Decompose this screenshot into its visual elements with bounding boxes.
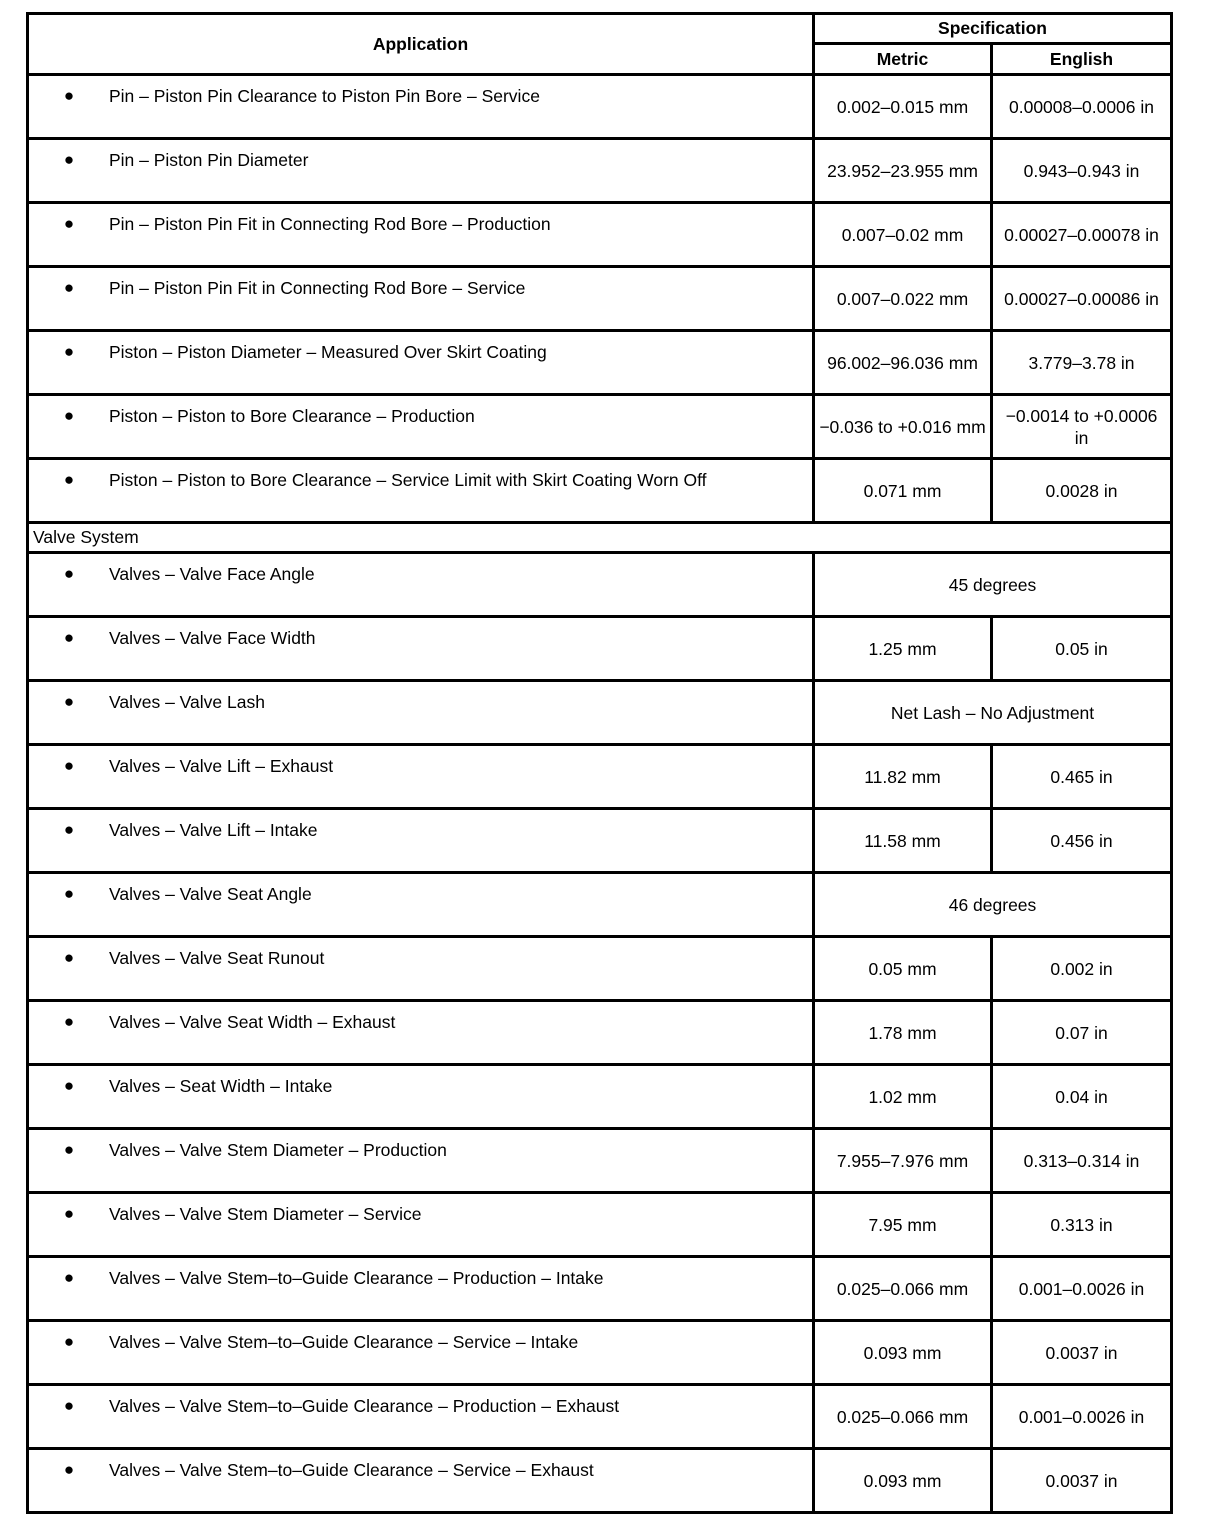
- english-header: English: [992, 44, 1172, 75]
- bullet-icon: ●: [63, 86, 75, 105]
- table-row: [28, 1449, 1172, 1513]
- application-text: Pin – Piston Pin Fit in Connecting Rod Bore – Production: [109, 214, 551, 234]
- application-cell: [28, 1065, 814, 1129]
- bullet-icon: ●: [63, 1396, 75, 1415]
- application-cell: [28, 553, 814, 617]
- bullet-icon: ●: [63, 884, 75, 903]
- table-row: [28, 873, 1172, 937]
- metric-value-cell: 0.05 mm: [814, 937, 992, 1001]
- application-cell: [28, 1321, 814, 1385]
- metric-value-cell: 0.025–0.066 mm: [814, 1385, 992, 1449]
- english-value-cell: 0.943–0.943 in: [992, 139, 1172, 203]
- application-text: Piston – Piston to Bore Clearance – Production: [109, 406, 475, 426]
- metric-value-cell: 0.093 mm: [814, 1321, 992, 1385]
- application-text: Valves – Valve Stem–to–Guide Clearance – Production – Intake: [109, 1268, 604, 1288]
- table-row: [28, 395, 1172, 459]
- application-text: Valves – Valve Face Width: [109, 628, 316, 648]
- english-value-cell: 0.001–0.0026 in: [992, 1257, 1172, 1321]
- application-cell: [28, 745, 814, 809]
- application-text: Valves – Valve Face Angle: [109, 564, 315, 584]
- bullet-icon: ●: [63, 406, 75, 425]
- application-cell: [28, 873, 814, 937]
- combined-value-cell: 46 degrees: [814, 873, 1172, 937]
- table-row: [28, 617, 1172, 681]
- application-text: Piston – Piston to Bore Clearance – Service Limit with Skirt Coating Worn Off: [109, 470, 707, 490]
- table-row: [28, 1129, 1172, 1193]
- specification-table: [26, 12, 1173, 1514]
- english-value-cell: 0.0028 in: [992, 459, 1172, 523]
- english-value-cell: 0.0037 in: [992, 1321, 1172, 1385]
- metric-value-cell: 96.002–96.036 mm: [814, 331, 992, 395]
- bullet-icon: ●: [63, 692, 75, 711]
- application-text: Valves – Valve Stem Diameter – Production: [109, 1140, 447, 1160]
- table-row: [28, 267, 1172, 331]
- english-value-cell: 3.779–3.78 in: [992, 331, 1172, 395]
- metric-value-cell: 11.58 mm: [814, 809, 992, 873]
- section-row: [28, 523, 1172, 553]
- bullet-icon: ●: [63, 470, 75, 489]
- bullet-icon: ●: [63, 1460, 75, 1479]
- table-row: [28, 1321, 1172, 1385]
- bullet-icon: ●: [63, 1268, 75, 1287]
- application-cell: [28, 1385, 814, 1449]
- application-cell: [28, 331, 814, 395]
- application-text: Valves – Valve Stem–to–Guide Clearance – Production – Exhaust: [109, 1396, 620, 1416]
- application-cell: [28, 395, 814, 459]
- application-text: Valves – Valve Seat Width – Exhaust: [109, 1012, 396, 1032]
- bullet-icon: ●: [63, 1140, 75, 1159]
- metric-value-cell: 0.007–0.022 mm: [814, 267, 992, 331]
- english-value-cell: 0.04 in: [992, 1065, 1172, 1129]
- application-text: Valves – Valve Lift – Exhaust: [109, 756, 334, 776]
- table-row: [28, 459, 1172, 523]
- application-cell: [28, 203, 814, 267]
- application-text: Valves – Valve Lash: [109, 692, 265, 712]
- metric-header: Metric: [814, 44, 992, 75]
- table-row: [28, 203, 1172, 267]
- bullet-icon: ●: [63, 1204, 75, 1223]
- application-text: Valves – Valve Stem–to–Guide Clearance – Service – Intake: [109, 1332, 579, 1352]
- english-value-cell: 0.00027–0.00078 in: [992, 203, 1172, 267]
- application-cell: [28, 1193, 814, 1257]
- application-text: Pin – Piston Pin Diameter: [109, 150, 309, 170]
- metric-value-cell: 0.093 mm: [814, 1449, 992, 1513]
- table-body: [28, 75, 1172, 1513]
- table-row: [28, 1065, 1172, 1129]
- english-value-cell: 0.456 in: [992, 809, 1172, 873]
- english-value-cell: 0.313–0.314 in: [992, 1129, 1172, 1193]
- english-value-cell: 0.313 in: [992, 1193, 1172, 1257]
- bullet-icon: ●: [63, 1076, 75, 1095]
- application-header: Application: [28, 14, 814, 75]
- application-text: Piston – Piston Diameter – Measured Over Skirt Coating: [109, 342, 547, 362]
- bullet-icon: ●: [63, 150, 75, 169]
- bullet-icon: ●: [63, 628, 75, 647]
- combined-value-cell: Net Lash – No Adjustment: [814, 681, 1172, 745]
- table-row: [28, 139, 1172, 203]
- bullet-icon: ●: [63, 1012, 75, 1031]
- specification-header: Specification: [814, 14, 1172, 44]
- metric-value-cell: −0.036 to +0.016 mm: [814, 395, 992, 459]
- application-cell: [28, 681, 814, 745]
- application-cell: [28, 267, 814, 331]
- application-cell: [28, 139, 814, 203]
- english-value-cell: 0.07 in: [992, 1001, 1172, 1065]
- application-text: Valves – Valve Stem Diameter – Service: [109, 1204, 422, 1224]
- application-cell: [28, 1001, 814, 1065]
- bullet-icon: ●: [63, 756, 75, 775]
- english-value-cell: 0.0037 in: [992, 1449, 1172, 1513]
- application-cell: [28, 809, 814, 873]
- bullet-icon: ●: [63, 948, 75, 967]
- metric-value-cell: 0.002–0.015 mm: [814, 75, 992, 139]
- metric-value-cell: 7.95 mm: [814, 1193, 992, 1257]
- table-row: [28, 553, 1172, 617]
- english-value-cell: 0.002 in: [992, 937, 1172, 1001]
- table-row: [28, 681, 1172, 745]
- metric-value-cell: 23.952–23.955 mm: [814, 139, 992, 203]
- metric-value-cell: 0.071 mm: [814, 459, 992, 523]
- application-text: Valves – Valve Stem–to–Guide Clearance – Service – Exhaust: [109, 1460, 594, 1480]
- section-title: Valve System: [28, 523, 1172, 553]
- application-text: Valves – Valve Lift – Intake: [109, 820, 318, 840]
- application-cell: [28, 937, 814, 1001]
- bullet-icon: ●: [63, 278, 75, 297]
- application-text: Valves – Valve Seat Angle: [109, 884, 312, 904]
- metric-value-cell: 1.02 mm: [814, 1065, 992, 1129]
- table-row: [28, 809, 1172, 873]
- application-text: Valves – Valve Seat Runout: [109, 948, 325, 968]
- metric-value-cell: 1.78 mm: [814, 1001, 992, 1065]
- table-row: [28, 75, 1172, 139]
- application-cell: [28, 617, 814, 681]
- application-text: Valves – Seat Width – Intake: [109, 1076, 333, 1096]
- table-row: [28, 1001, 1172, 1065]
- table-row: [28, 331, 1172, 395]
- metric-value-cell: 0.025–0.066 mm: [814, 1257, 992, 1321]
- table-row: [28, 937, 1172, 1001]
- table-row: [28, 1193, 1172, 1257]
- application-text: Pin – Piston Pin Fit in Connecting Rod Bore – Service: [109, 278, 526, 298]
- metric-value-cell: 11.82 mm: [814, 745, 992, 809]
- bullet-icon: ●: [63, 564, 75, 583]
- table-row: [28, 745, 1172, 809]
- metric-value-cell: 7.955–7.976 mm: [814, 1129, 992, 1193]
- english-value-cell: 0.001–0.0026 in: [992, 1385, 1172, 1449]
- table-row: [28, 1257, 1172, 1321]
- combined-value-cell: 45 degrees: [814, 553, 1172, 617]
- application-cell: [28, 75, 814, 139]
- bullet-icon: ●: [63, 342, 75, 361]
- metric-value-cell: 0.007–0.02 mm: [814, 203, 992, 267]
- bullet-icon: ●: [63, 820, 75, 839]
- bullet-icon: ●: [63, 214, 75, 233]
- metric-value-cell: 1.25 mm: [814, 617, 992, 681]
- application-cell: [28, 1257, 814, 1321]
- english-value-cell: 0.05 in: [992, 617, 1172, 681]
- english-value-cell: 0.465 in: [992, 745, 1172, 809]
- bullet-icon: ●: [63, 1332, 75, 1351]
- english-value-cell: −0.0014 to +0.0006 in: [992, 395, 1172, 459]
- application-cell: [28, 1129, 814, 1193]
- table-row: [28, 1385, 1172, 1449]
- english-value-cell: 0.00008–0.0006 in: [992, 75, 1172, 139]
- english-value-cell: 0.00027–0.00086 in: [992, 267, 1172, 331]
- application-text: Pin – Piston Pin Clearance to Piston Pin Bore – Service: [109, 86, 540, 106]
- application-cell: [28, 1449, 814, 1513]
- application-cell: [28, 459, 814, 523]
